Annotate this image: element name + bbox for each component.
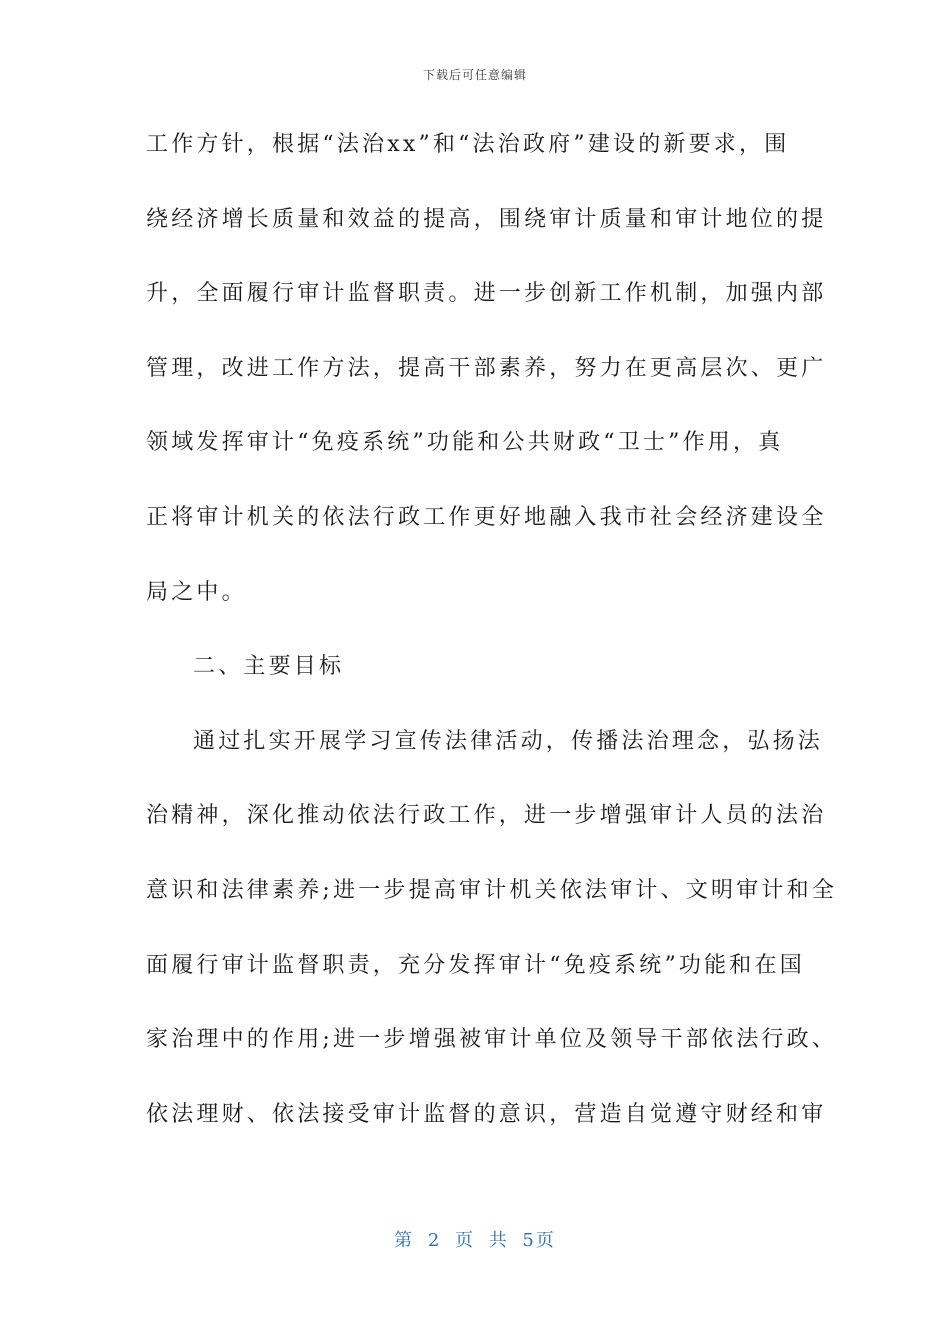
- paragraph-line: 通过扎实开展学习宣传法律活动，传播法治理念，弘扬法: [193, 728, 824, 754]
- paragraph-line: 家治理中的作用;进一步增强被审计单位及领导干部依法行政、: [146, 1027, 838, 1053]
- paragraph-line: 升，全面履行审计监督职责。进一步创新工作机制，加强内部: [146, 281, 827, 307]
- paragraph-line: 意识和法律素养;进一步提高审计机关依法审计、文明审计和全: [146, 877, 838, 903]
- paragraph-line: 治精神，深化推动依法行政工作，进一步增强审计人员的法治: [146, 803, 827, 829]
- paragraph-line: 绕经济增长质量和效益的提高，围绕审计质量和审计地位的提: [146, 206, 827, 232]
- section-heading: 二、主要目标: [193, 654, 345, 680]
- paragraph-line: 正将审计机关的依法行政工作更好地融入我市社会经济建设全: [146, 504, 827, 530]
- page-header: 下载后可任意编辑: [422, 68, 527, 82]
- paragraph-line: 管理，改进工作方法，提高干部素养，努力在更高层次、更广: [146, 355, 827, 381]
- paragraph-line: 领域发挥审计“免疫系统”功能和公共财政“卫士”作用，真: [146, 430, 784, 456]
- paragraph-line: 局之中。: [146, 579, 247, 605]
- paragraph-line: 工作方针，根据“法治xx”和“法治政府”建设的新要求，围: [146, 132, 790, 157]
- paragraph-line: 面履行审计监督职责，充分发挥审计“免疫系统”功能和在国: [146, 952, 805, 978]
- page-number: 第 2 页 共 5页: [394, 1230, 556, 1251]
- paragraph-line: 依法理财、依法接受审计监督的意识，营造自觉遵守财经和审: [146, 1101, 827, 1127]
- document-body: [146, 120, 838, 1164]
